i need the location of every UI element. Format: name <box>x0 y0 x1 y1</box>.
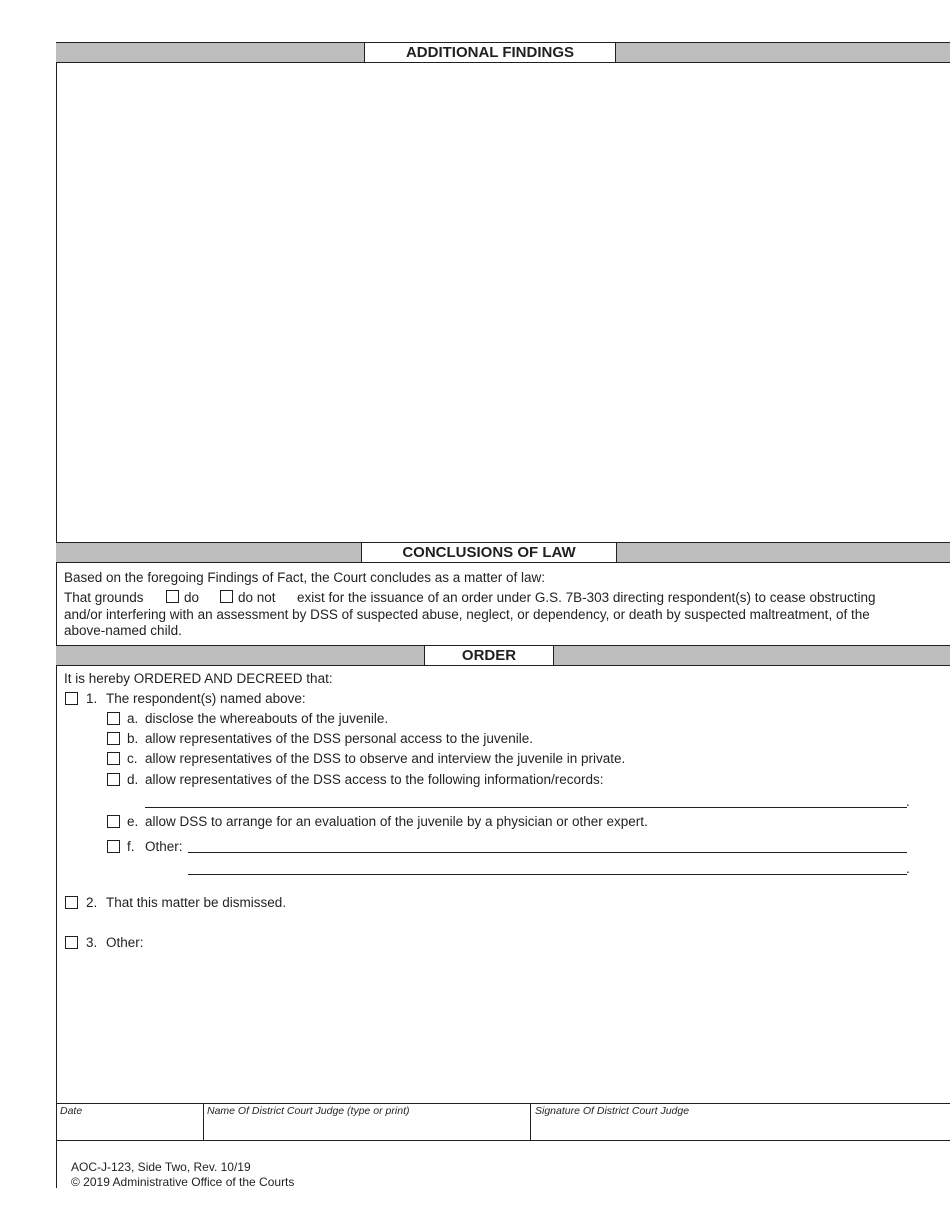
other-item3-area[interactable] <box>150 952 930 1092</box>
form-id: AOC-J-123, Side Two, Rev. 10/19 <box>71 1160 251 1174</box>
judge-signature-field[interactable] <box>531 1104 950 1140</box>
conclusions-line3: above-named child. <box>64 623 182 638</box>
order-item1-number: 1. <box>86 691 98 706</box>
order-header <box>56 645 950 666</box>
order-sub-c-text: allow representatives of the DSS to observe and interview the juvenile in private. <box>145 751 626 766</box>
conclusions-header <box>56 542 950 563</box>
grounds-do-not-label: do not <box>238 590 276 605</box>
records-underline-field[interactable] <box>145 807 907 808</box>
additional-findings-header <box>56 42 950 63</box>
date-field[interactable] <box>57 1104 203 1140</box>
that-grounds-label: That grounds <box>64 590 144 605</box>
order-intro: It is hereby ORDERED AND DECREED that: <box>64 671 333 686</box>
order-item1-checkbox[interactable] <box>65 692 78 705</box>
order-sub-f-text: Other: <box>145 839 183 854</box>
order-sub-b-text: allow representatives of the DSS personal access to the juvenile. <box>145 731 533 746</box>
order-sub-e-checkbox[interactable] <box>107 815 120 828</box>
order-sub-a-text: disclose the whereabouts of the juvenile. <box>145 711 389 726</box>
records-period: . <box>906 794 910 809</box>
order-item2-text: That this matter be dismissed. <box>106 895 287 910</box>
order-title: ORDER <box>424 645 554 666</box>
date-label: Date <box>60 1105 83 1117</box>
other-f-period: . <box>906 861 910 876</box>
order-sub-a-checkbox[interactable] <box>107 712 120 725</box>
order-sub-f-letter: f. <box>127 839 135 854</box>
order-sub-d-checkbox[interactable] <box>107 773 120 786</box>
order-item2-number: 2. <box>86 895 98 910</box>
additional-findings-title: ADDITIONAL FINDINGS <box>364 42 616 63</box>
conclusions-line1: exist for the issuance of an order under G.S. 7B-303 directing respondent(s) to cease obstructing <box>297 590 876 605</box>
order-sub-c-checkbox[interactable] <box>107 752 120 765</box>
order-sub-c-letter: c. <box>127 751 138 766</box>
order-item2-checkbox[interactable] <box>65 896 78 909</box>
order-item3-text: Other: <box>106 935 144 950</box>
order-sub-b-checkbox[interactable] <box>107 732 120 745</box>
signature-row-bottom-border <box>56 1140 950 1141</box>
order-sub-d-letter: d. <box>127 772 139 787</box>
order-sub-b-letter: b. <box>127 731 139 746</box>
conclusions-line2: and/or interfering with an assessment by DSS of suspected abuse, neglect, or dependency, or death by suspected maltreatment, of the <box>64 607 870 622</box>
order-item1-text: The respondent(s) named above: <box>106 691 306 706</box>
order-sub-d-text: allow representatives of the DSS access to the following information/records: <box>145 772 604 787</box>
grounds-do-label: do <box>184 590 200 605</box>
order-sub-e-letter: e. <box>127 814 139 829</box>
conclusions-intro: Based on the foregoing Findings of Fact, the Court concludes as a matter of law: <box>64 570 546 585</box>
order-item3-number: 3. <box>86 935 98 950</box>
grounds-do-checkbox[interactable] <box>166 590 179 603</box>
judge-name-label: Name Of District Court Judge (type or print) <box>207 1105 410 1117</box>
additional-findings-area[interactable] <box>57 64 950 542</box>
judge-signature-label: Signature Of District Court Judge <box>535 1105 690 1117</box>
copyright: © 2019 Administrative Office of the Courts <box>71 1175 295 1189</box>
order-sub-f-checkbox[interactable] <box>107 840 120 853</box>
order-item3-checkbox[interactable] <box>65 936 78 949</box>
order-sub-a-letter: a. <box>127 711 139 726</box>
other-f-underline-field-1[interactable] <box>188 852 907 853</box>
conclusions-title: CONCLUSIONS OF LAW <box>361 542 617 563</box>
order-sub-e-text: allow DSS to arrange for an evaluation of the juvenile by a physician or other expert. <box>145 814 648 829</box>
judge-name-field[interactable] <box>204 1104 530 1140</box>
grounds-do-not-checkbox[interactable] <box>220 590 233 603</box>
other-f-underline-field-2[interactable] <box>188 874 907 875</box>
